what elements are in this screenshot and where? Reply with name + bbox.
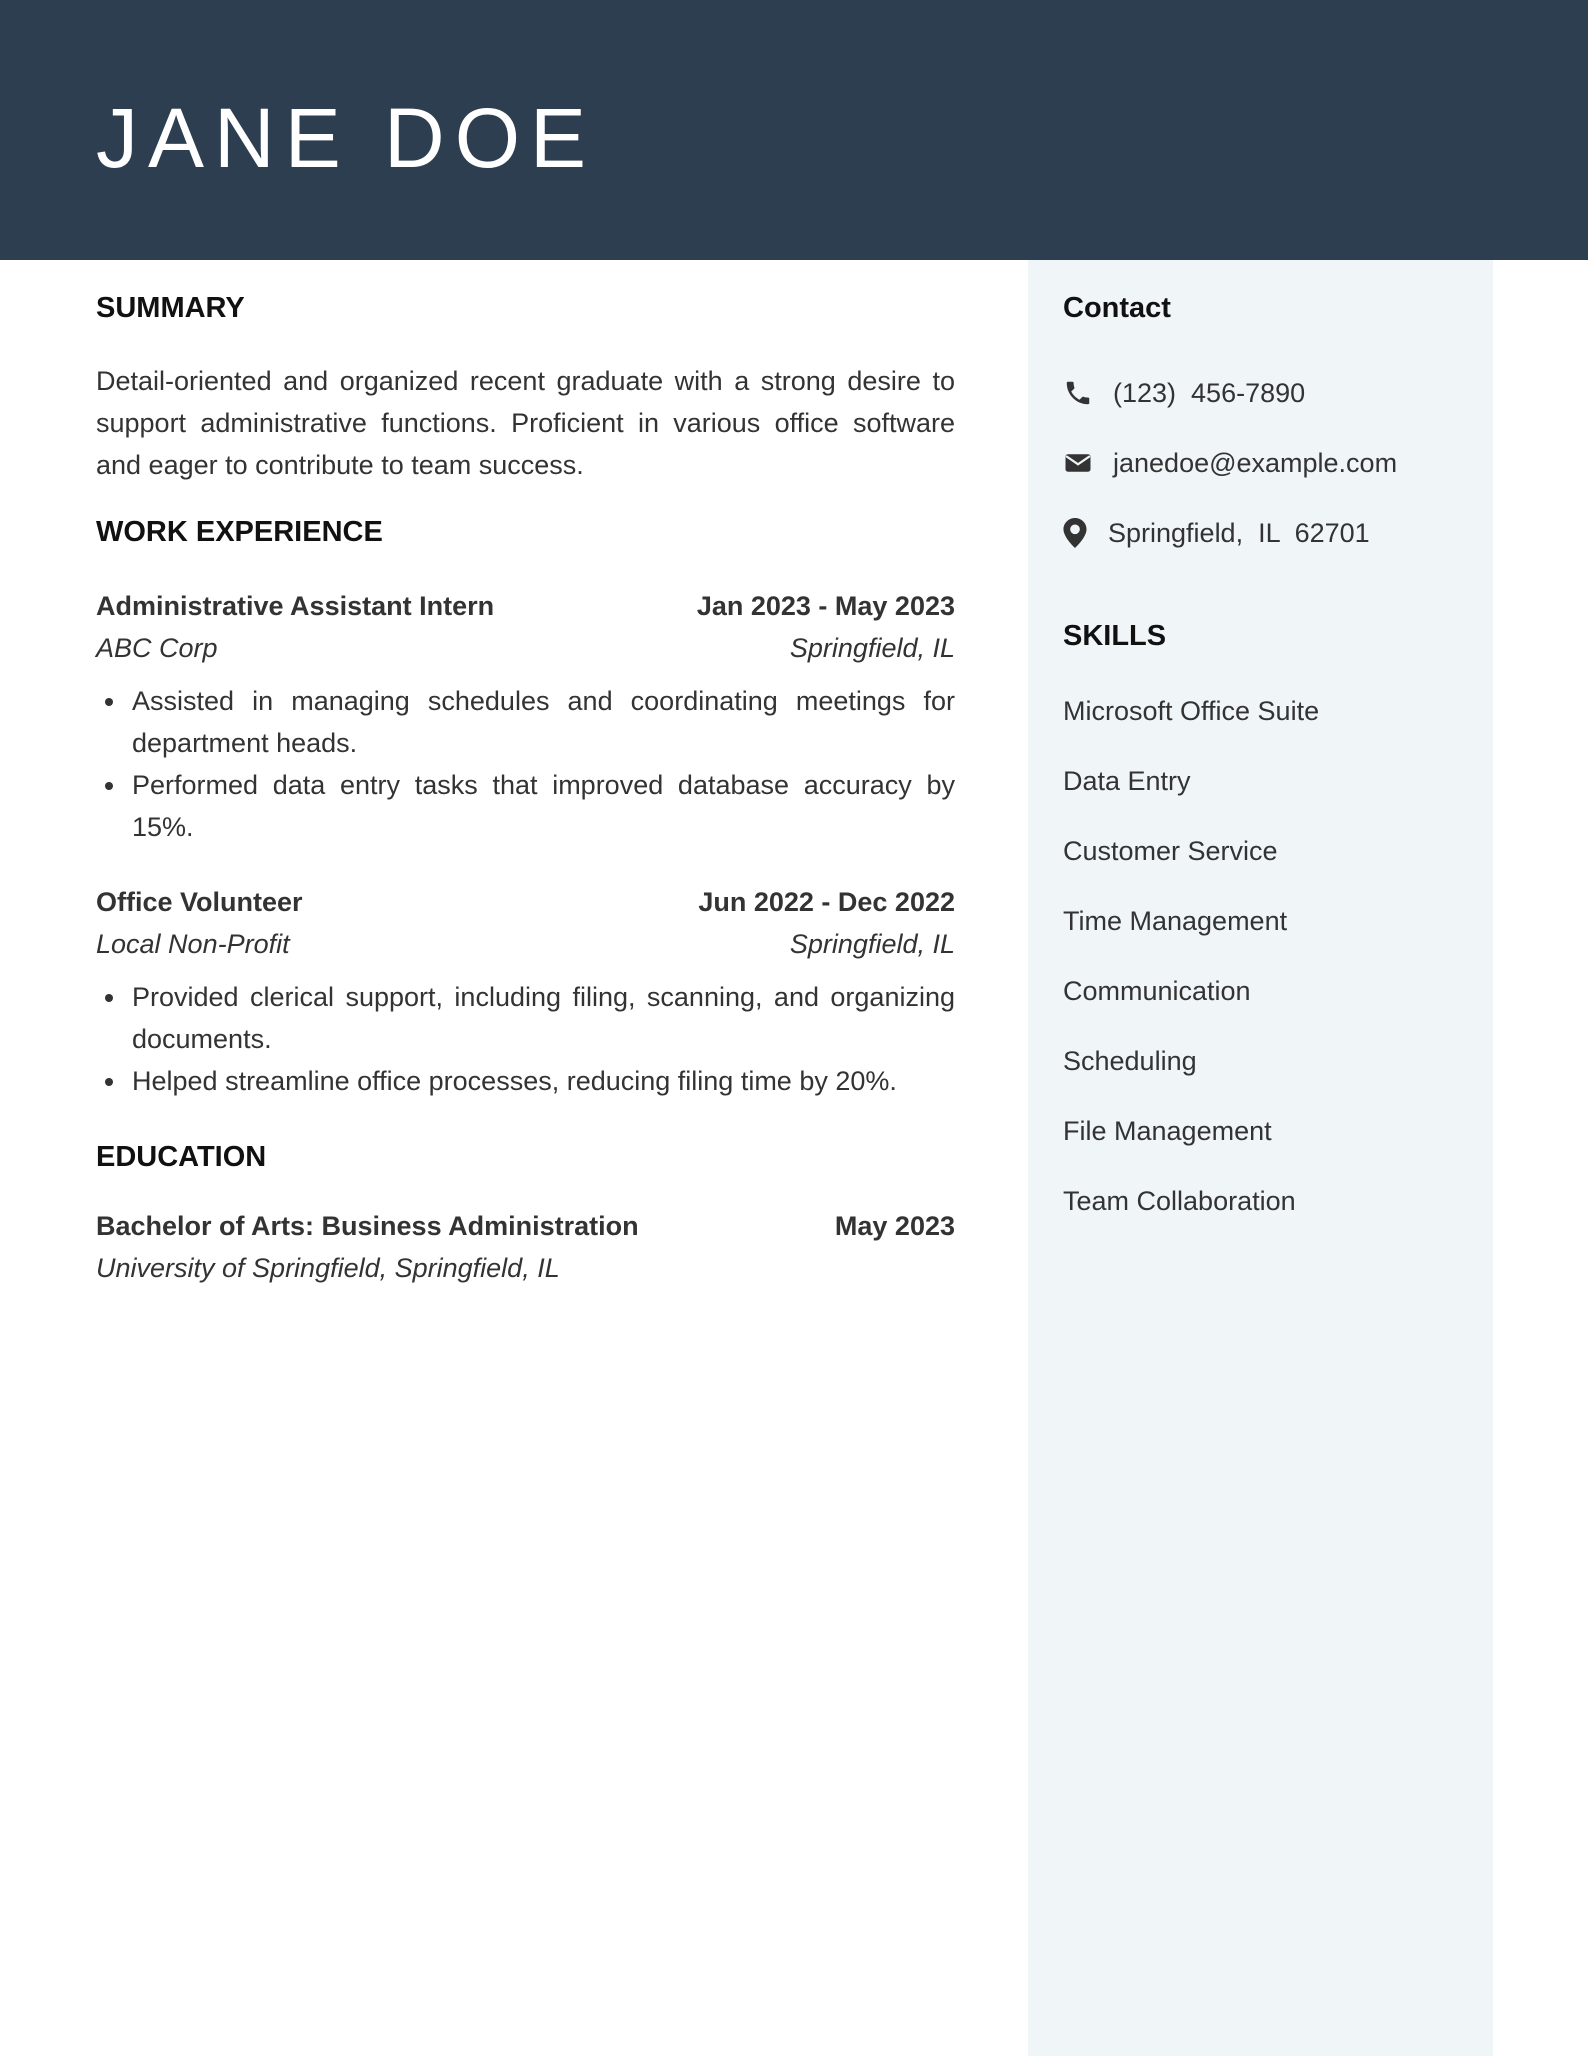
skill-item: Team Collaboration (1063, 1186, 1296, 1216)
education-title: EDUCATION (96, 1141, 267, 1173)
job-role: Office Volunteer (96, 887, 303, 917)
skill-item: Time Management (1063, 906, 1288, 936)
job-subheader (96, 923, 955, 965)
skill-item: Microsoft Office Suite (1063, 696, 1320, 726)
job-dates: Jun 2022 - Dec 2022 (698, 887, 955, 917)
job-company: Local Non-Profit (96, 929, 290, 959)
resume-header (0, 0, 1588, 260)
summary-title: SUMMARY (96, 292, 245, 324)
list-item: Assisted in managing schedules and coordinating meetings for department heads. (132, 680, 955, 764)
degree: Bachelor of Arts: Business Administration (96, 1211, 639, 1241)
job-bullets (96, 680, 955, 848)
skills-title: SKILLS (1063, 620, 1167, 652)
candidate-name: JANE DOE (96, 91, 597, 185)
experience-title: WORK EXPERIENCE (96, 516, 383, 548)
skill-item: Scheduling (1063, 1046, 1197, 1076)
list-item: Helped streamline office processes, reducing filing time by 20%. (132, 1060, 955, 1102)
address-text: Springfield, IL 62701 (1108, 518, 1370, 548)
email-text: janedoe@example.com (1113, 448, 1398, 478)
job-location: Springfield, IL (789, 633, 955, 663)
envelope-icon (1063, 448, 1113, 478)
list-item: Performed data entry tasks that improved database accuracy by 15%. (132, 764, 955, 848)
contact-phone (1063, 372, 1305, 414)
map-pin-icon (1063, 518, 1108, 548)
job-header (96, 881, 955, 923)
education-subheader (96, 1247, 955, 1289)
skill-item: Data Entry (1063, 766, 1191, 796)
job-dates: Jan 2023 - May 2023 (696, 591, 955, 621)
skill-item: File Management (1063, 1116, 1272, 1146)
education-header (96, 1205, 955, 1247)
job-role: Administrative Assistant Intern (96, 591, 495, 621)
job-bullets (96, 976, 955, 1102)
skill-item: Communication (1063, 976, 1251, 1006)
degree-date: May 2023 (834, 1211, 955, 1241)
contact-email (1063, 442, 1397, 484)
phone-icon (1063, 378, 1113, 408)
skill-item: Customer Service (1063, 836, 1278, 866)
list-item: Provided clerical support, including filing, scanning, and organizing documents. (132, 976, 955, 1060)
contact-title: Contact (1063, 292, 1171, 324)
job-subheader (96, 627, 955, 669)
school: University of Springfield, Springfield, IL (96, 1253, 560, 1283)
job-company: ABC Corp (96, 633, 218, 663)
job-location: Springfield, IL (789, 929, 955, 959)
contact-address (1063, 512, 1370, 554)
summary-text: Detail-oriented and organized recent graduate with a strong desire to support administrative functions. Proficient in various office software and eager to contribute to team success. (96, 366, 955, 480)
sidebar (1028, 260, 1493, 2056)
phone-text: (123) 456-7890 (1113, 378, 1306, 408)
job-header (96, 585, 955, 627)
